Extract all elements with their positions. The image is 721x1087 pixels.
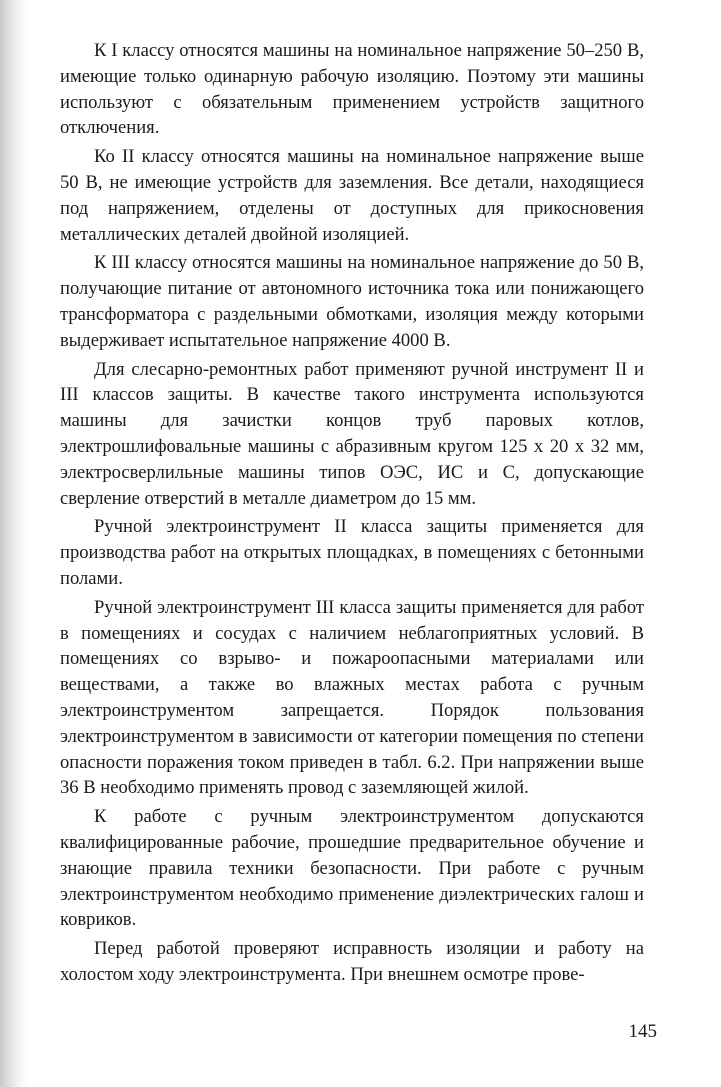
paragraph-class-2-usage: Ручной электроинструмент II класса защиты применяется для производства работ на открытых площадках, в помещениях с бетонными полами.: [60, 516, 644, 589]
paragraph-class-2: Ко II классу относятся машины на номинальное напряжение выше 50 В, не имеющие устройств для заземления. Все детали, находящиеся под напряжением, отделены от доступных для прикосновения металлических деталей двойной изоляцией.: [60, 146, 644, 245]
paragraph-repair-tools: Для слесарно-ремонтных работ применяют ручной инструмент II и III классов защиты. В качестве такого инструмента используются машины для зачистки концов труб паровых котлов, электрошлифовальные машины с абразивным кругом 125 х 20 х 32 мм, электросверлильные машины типов ОЭС, ИС и С, допускающие сверление отверстий в металле диаметром до 15 мм.: [60, 358, 644, 509]
paragraph-admission: К работе с ручным электроинструментом допускаются квалифицированные рабочие, прошедшие предварительное обучение и знающие правила техники безопасности. При работе с ручным электроинструментом необходимо применение диэлектрических галош и ковриков.: [60, 806, 644, 931]
paragraph-class-3: К III классу относятся машины на номинальное напряжение до 50 В, получающие питание от автономного источника тока или понижающего трансформатора с раздельными обмотками, изоляция между которыми выдерживает испытательное напряжение 4000 В.: [60, 252, 644, 351]
paragraph-class-3-usage: Ручной электроинструмент III класса защиты применяется для работ в помещениях и сосудах с наличием неблагоприятных условий. В помещениях со взрыво- и пожароопасными материалами или веществами, а также во влажных местах работа с ручным электроинструментом запрещается. Порядок пользования электроинструментом в зависимости от категории помещения по степени опасности поражения током приведен в табл. 6.2. При напряжении выше 36 В необходимо применять провод с заземляющей жилой.: [60, 596, 644, 799]
body-text: [60, 38, 644, 991]
paragraph-pre-check: Перед работой проверяют исправность изоляции и работу на холостом ходу электроинструмента. При внешнем осмотре прове-: [60, 938, 644, 985]
page-number: 145: [628, 1021, 657, 1042]
paragraph-class-1: К I классу относятся машины на номинальное напряжение 50–250 В, имеющие только одинарную рабочую изоляцию. Поэтому эти машины используют с обязательным применением устройств защитного отключения.: [60, 40, 644, 139]
